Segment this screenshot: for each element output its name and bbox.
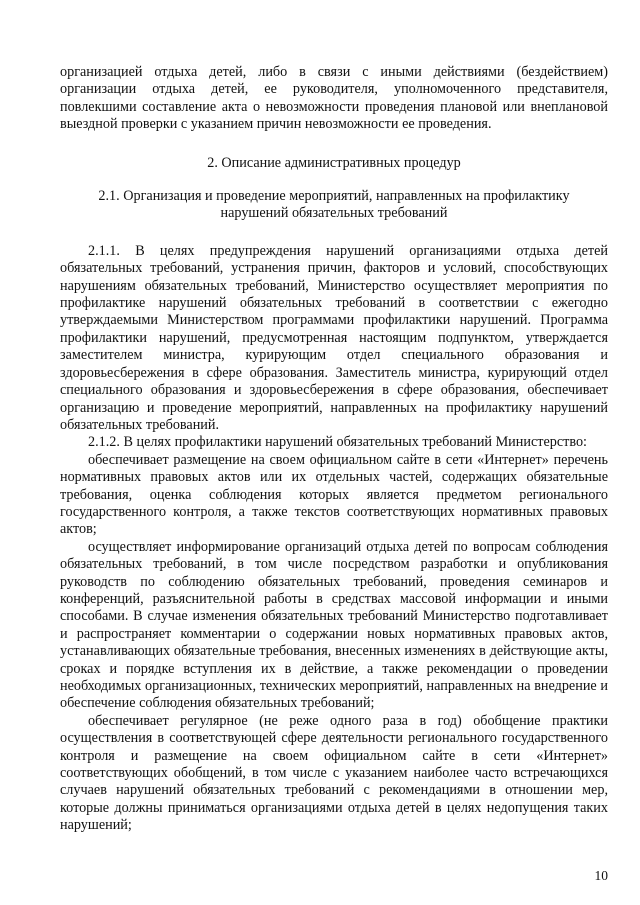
paragraph-practice-summary: обеспечивает регулярное (не реже одного раза в год) обобщение практики осуществления в соответствующей сфере деятельности регионального государственного контроля и размещение на своем официальном сайте в сети «Интернет» соответствующих обобщений, в том числе с указанием наиболее часто встречающихся случаев нарушений обязательных требований с рекомендациями в отношении мер, которые должны приниматься организациями отдыха детей в целях недопущения таких нарушений;: [60, 712, 608, 834]
document-page: [60, 64, 608, 835]
paragraph-informing: осуществляет информирование организаций отдыха детей по вопросам соблюдения обязательных требований, в том числе посредством разработки и опубликования руководств по соблюдению обязательных требований, проведения семинаров и конференций, разъяснительной работы в средствах массовой информации и иными способами. В случае изменения обязательных требований Министерство подготавливает и распространяет комментарии о содержании новых нормативных правовых актов, устанавливающих обязательные требования, внесенных изменениях в действующие акты, сроках и порядке вступления их в действие, а также рекомендации о проведении необходимых организационных, технических мероприятий, направленных на внедрение и обеспечение соблюдения обязательных требований;: [60, 538, 608, 712]
subsection-heading: 2.1. Организация и проведение мероприятий, направленных на профилактику нарушений обязательных требований: [98, 188, 570, 222]
section-heading: 2. Описание административных процедур: [207, 154, 461, 171]
paragraph-website-publication: обеспечивает размещение на своем официальном сайте в сети «Интернет» перечень нормативных правовых актов или их отдельных частей, содержащих обязательные требования, оценка соблюдения которых является предметом регионального государственного контроля, а также текстов соответствующих нормативных правовых актов;: [60, 451, 608, 538]
paragraph-2-1-1: 2.1.1. В целях предупреждения нарушений организациями отдыха детей обязательных требований, устранения причин, факторов и условий, способствующих нарушениям обязательных требований, Министерство осуществляет мероприятия по профилактике нарушений обязательных требований в соответствии с ежегодно утверждаемыми Министерством программами профилактики нарушений. Программа профилактики нарушений, предусмотренная настоящим подпунктом, утверждается заместителем министра, курирующим отдел специального образования и здоровьесбережения в сфере образования. Заместитель министра, курирующий отдел специального образования и здоровьесбережения в сфере образования, обеспечивает организацию и проведение мероприятий, направленных на профилактику нарушений обязательных требований.: [60, 242, 608, 433]
paragraph-2-1-2: 2.1.2. В целях профилактики нарушений обязательных требований Министерство:: [88, 434, 587, 451]
intro-paragraph: организацией отдыха детей, либо в связи с иными действиями (бездействием) организации отдыха детей, ее руководителя, уполномоченного представителя, повлекшими составление акта о невозможности проведения плановой или внеплановой выездной проверки с указанием причин невозможности ее проведения.: [60, 64, 608, 133]
page-number: 10: [594, 868, 608, 883]
